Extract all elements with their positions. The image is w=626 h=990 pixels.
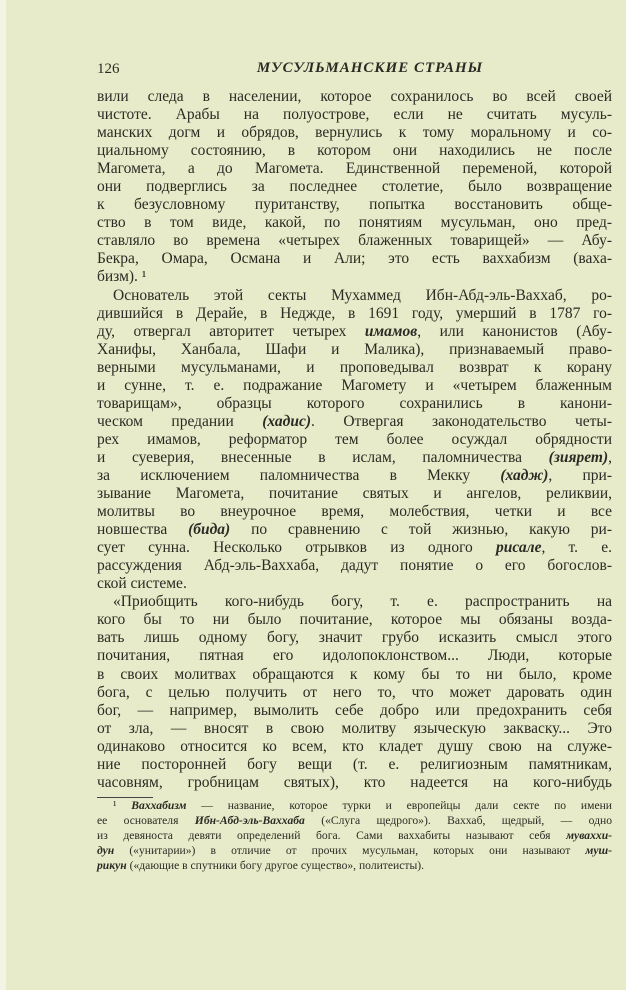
text-line	[97, 305, 612, 323]
page-number: 126	[97, 61, 120, 77]
text-segment: товарищам», образцы которого сохранились в канони-	[97, 394, 612, 412]
text-segment: верными мусульманами, и проповедывал возврат к корану	[97, 358, 612, 376]
italic-term: рисале	[496, 539, 542, 557]
text-line	[97, 449, 612, 467]
text-line	[97, 232, 612, 250]
text-segment: молитвы во внеурочное время, молебствия, четки и все	[97, 503, 612, 521]
text-segment: ¹	[113, 799, 132, 812]
text-segment: бизм). ¹	[97, 268, 147, 286]
text-segment: к безусловному пуританству, попытка восстановить обще-	[97, 196, 612, 214]
italic-term: имамов	[364, 322, 418, 340]
text-segment: и суеверия, внесенные в ислам, паломничества	[97, 448, 549, 466]
text-segment: Магомета, а до Магомета. Единственной переменой, которой	[97, 160, 612, 178]
text-segment: , или канонистов (Абу-	[417, 322, 612, 340]
text-line	[97, 647, 612, 665]
text-line	[97, 539, 612, 557]
text-segment: в своих молитвах обращаются к кому бы то ни было, кроме	[97, 665, 612, 683]
text-segment: ставляло во времена «четырех блаженных товарищей» — Абу-	[97, 232, 612, 250]
text-line	[97, 611, 612, 629]
text-segment: циальному состоянию, в котором они находились не после	[97, 142, 612, 160]
text-line	[97, 431, 612, 449]
text-line	[97, 160, 612, 178]
text-line	[97, 250, 612, 268]
text-line	[97, 702, 612, 720]
text-segment: зывание Магомета, почитание святых и ангелов, реликвии,	[97, 485, 612, 503]
text-line	[97, 738, 612, 756]
text-line	[97, 196, 612, 214]
text-line	[97, 88, 612, 106]
text-segment: ее основателя	[97, 814, 195, 827]
text-line	[97, 178, 612, 196]
footnote-line	[97, 798, 612, 813]
footnote-line	[97, 843, 612, 858]
text-segment: ческом предании	[97, 412, 263, 430]
text-line	[97, 629, 612, 647]
text-segment: , при-	[548, 466, 612, 484]
text-line	[97, 503, 612, 521]
text-line	[97, 720, 612, 738]
text-line	[97, 359, 612, 377]
text-segment: рех имамов, реформатор тем более осуждал обрядности	[97, 430, 612, 448]
text-line	[97, 666, 612, 684]
running-title: МУСУЛЬМАНСКИЕ СТРАНЫ	[256, 60, 484, 76]
text-segment: почитания, пятная его идолопоклонством... Люди, которые	[97, 647, 612, 665]
text-segment: («унитарии») в отличие от прочих мусульман, которых они называют	[114, 844, 586, 857]
text-segment: Основатель этой секты Мухаммед Ибн-Абд-эль-Ваххаб, ро-	[113, 286, 612, 304]
text-line	[97, 756, 612, 774]
italic-term: (хадж)	[500, 466, 549, 484]
text-segment: ду, отвергал авторитет четырех	[97, 322, 365, 340]
text-line	[97, 124, 612, 142]
text-line	[97, 377, 612, 395]
text-segment: одинаково относится ко всем, кто кладет душу свою на служе-	[97, 737, 612, 755]
footnote-line	[97, 813, 612, 828]
text-segment: чистоте. Арабы на полуострове, если не считать мусуль-	[97, 106, 612, 124]
text-line	[97, 395, 612, 413]
text-segment: . Отвергая законодательство четы-	[311, 412, 612, 430]
text-line	[97, 485, 612, 503]
text-segment: — название, которое турки и европейцы дали секте по имени	[186, 799, 612, 812]
text-segment: вили следа в населении, которое сохранилось во всей своей	[97, 88, 612, 105]
text-line	[97, 106, 612, 124]
text-segment: рассуждения Абд-эль-Ваххаба, дадут понятие о его богослов-	[97, 557, 612, 575]
italic-term: муваххи-	[566, 829, 612, 842]
text-line	[97, 521, 612, 539]
italic-term: (зиярет)	[548, 448, 609, 466]
italic-term: (бида)	[188, 521, 231, 539]
text-line	[97, 467, 612, 485]
text-segment: от зла, — вносят в свою молитву языческую закваску... Это	[97, 719, 612, 737]
text-segment: («дающие в спутники богу другое существо», политеисты).	[126, 859, 424, 872]
text-segment: «Приобщить кого-нибудь богу, т. е. распространить на	[113, 593, 612, 611]
text-line	[97, 684, 612, 702]
body-text	[97, 88, 612, 792]
text-segment: Бекра, Омара, Османа и Али; это есть ваххабизм (ваха-	[97, 250, 612, 268]
text-line	[97, 142, 612, 160]
text-segment: они подверглись за последнее столетие, было возвращение	[97, 178, 612, 196]
text-segment: за исключением паломничества в Мекку	[97, 466, 501, 484]
text-segment: сует сунна. Несколько отрывков из одного	[97, 539, 497, 557]
text-line	[97, 341, 612, 359]
text-segment: ние посторонней богу вещи (т. е. религиозным памятникам,	[97, 755, 612, 773]
italic-term: (хадис)	[262, 412, 312, 430]
italic-term: дун	[97, 844, 115, 857]
text-segment: («Слуга щедрого»). Ваххаб, щедрый, — одно	[304, 814, 612, 827]
footnote-line	[97, 858, 612, 873]
text-segment: ской системе.	[97, 575, 187, 593]
text-segment: по сравнению с той жизнью, какую ри-	[230, 521, 612, 539]
text-segment: кого бы то ни было почитание, которое мы обязаны возда-	[97, 611, 612, 629]
text-line	[97, 214, 612, 232]
page-edge	[0, 0, 6, 990]
text-segment: бога, с целью получить от него то, что может даровать один	[97, 683, 612, 701]
footnotes	[97, 798, 612, 873]
text-line	[97, 593, 612, 611]
italic-term: Ваххабизм	[131, 799, 187, 812]
text-line	[97, 575, 612, 593]
text-line	[97, 268, 612, 286]
italic-term: муш-	[585, 844, 612, 857]
text-segment: бог, — например, вымолить себе добро или предохранить себя	[97, 701, 612, 719]
text-segment: Ханифы, Ханбала, Шафи и Малика), признаваемый право-	[97, 340, 612, 358]
footnote-line	[97, 828, 612, 843]
text-line	[97, 413, 612, 431]
text-segment: ство в том виде, какой, по понятиям мусульман, оно пред-	[97, 214, 612, 232]
text-segment: новшества	[97, 521, 189, 539]
text-line	[97, 557, 612, 575]
italic-term: Ибн-Абд-эль-Ваххаба	[194, 814, 305, 827]
italic-term: рикун	[97, 859, 127, 872]
text-segment: из девяноста девяти определений бога. Сами ваххабиты называют себя	[97, 829, 567, 842]
text-segment: часовням, гробницам святых), кто надеется на кого-нибудь	[97, 773, 612, 791]
text-segment: вать лишь одному богу, значит грубо исказить смысл этого	[97, 629, 612, 647]
text-line	[97, 287, 612, 305]
text-segment: , т. е.	[541, 539, 612, 557]
text-segment: и сунне, т. е. подражание Магомету и «четырем блаженным	[97, 376, 612, 394]
text-line	[97, 323, 612, 341]
text-line	[97, 774, 612, 792]
text-segment: ,	[608, 448, 612, 466]
text-segment: манских догм и обрядов, вернулись к тому моральному и со-	[97, 124, 612, 142]
text-segment: дившийся в Дерайе, в Неджде, в 1691 году, умерший в 1787 го-	[97, 304, 612, 322]
